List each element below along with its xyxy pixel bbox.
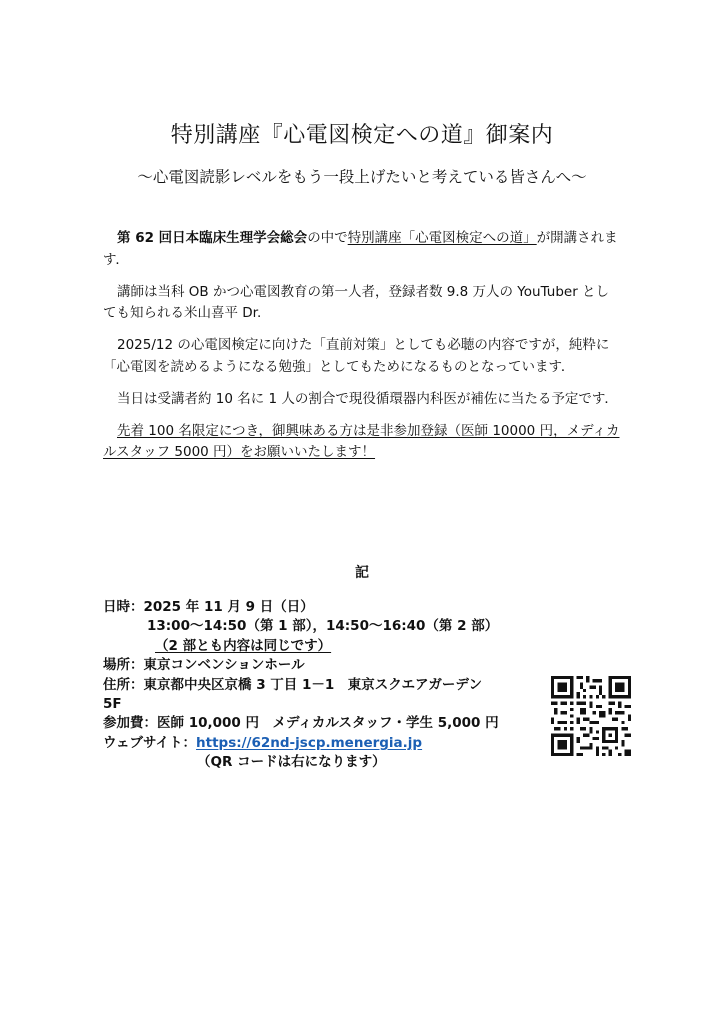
paragraph-content: 2025/12 の心電図検定に向けた「直前対策」としても必聴の内容ですが，純粋に「心電図を読めるようになる勉強」としてもためになるものとなっています． [103,337,610,375]
intro-end: が開講されます． [103,230,618,268]
address-floor: 5F [103,696,122,713]
intro-connector: の中で [307,230,348,246]
lecture-name: 特別講座「心電図検定への道」 [347,230,537,246]
ki-heading: 記 [355,565,369,581]
fee-line: 参加費：医師 10,000 円 メディカルスタッフ・学生 5,000 円 [103,715,499,732]
website-label: ウェブサイト： [103,734,197,751]
address-line: 住所：東京都中央区京橋 3 丁目 1－1 東京スクエアガーデン [103,676,483,693]
event-details [103,598,543,773]
date-line: 日時：2025 年 11 月 9 日（日） [103,599,314,615]
website-line [103,734,543,753]
paragraph-intro [103,228,621,271]
page-subtitle: ～心電図読影レベルをもう一段上げたいと考えている皆さんへ～ [137,168,587,186]
announcement-body [103,228,621,474]
venue-line: 場所：東京コンベンションホール [103,657,305,674]
paragraph-lecturer: 講師は当科 OB かつ心電図教育の第一人者，登録者数 9.8 万人の YouTuber としても知られる米山喜平 Dr. [103,283,610,321]
paragraph-support: 当日は受講者約 10 名に 1 人の割合で現役循環器内科医が補佐に当たる予定です． [117,390,618,407]
website-link[interactable]: https://62nd-jscp.menergia.jp [196,734,423,751]
qr-code-icon[interactable] [551,676,631,756]
paragraph-registration: 先着 100 名限定につき，御興味ある方は是非参加登録（医師 10000 円，メディカルスタッフ 5000 円）をお願いいたします！ [103,422,620,460]
conference-name: 第 62 回日本臨床生理学会総会 [117,230,308,246]
time-line: 13:00～14:50（第 1 部），14:50～16:40（第 2 部） [147,618,499,635]
same-content-note: （2 部とも内容は同じです） [155,637,332,654]
page-title: 特別講座『心電図検定への道』御案内 [170,123,554,148]
qr-note: （QR コードは右になります） [197,754,386,771]
